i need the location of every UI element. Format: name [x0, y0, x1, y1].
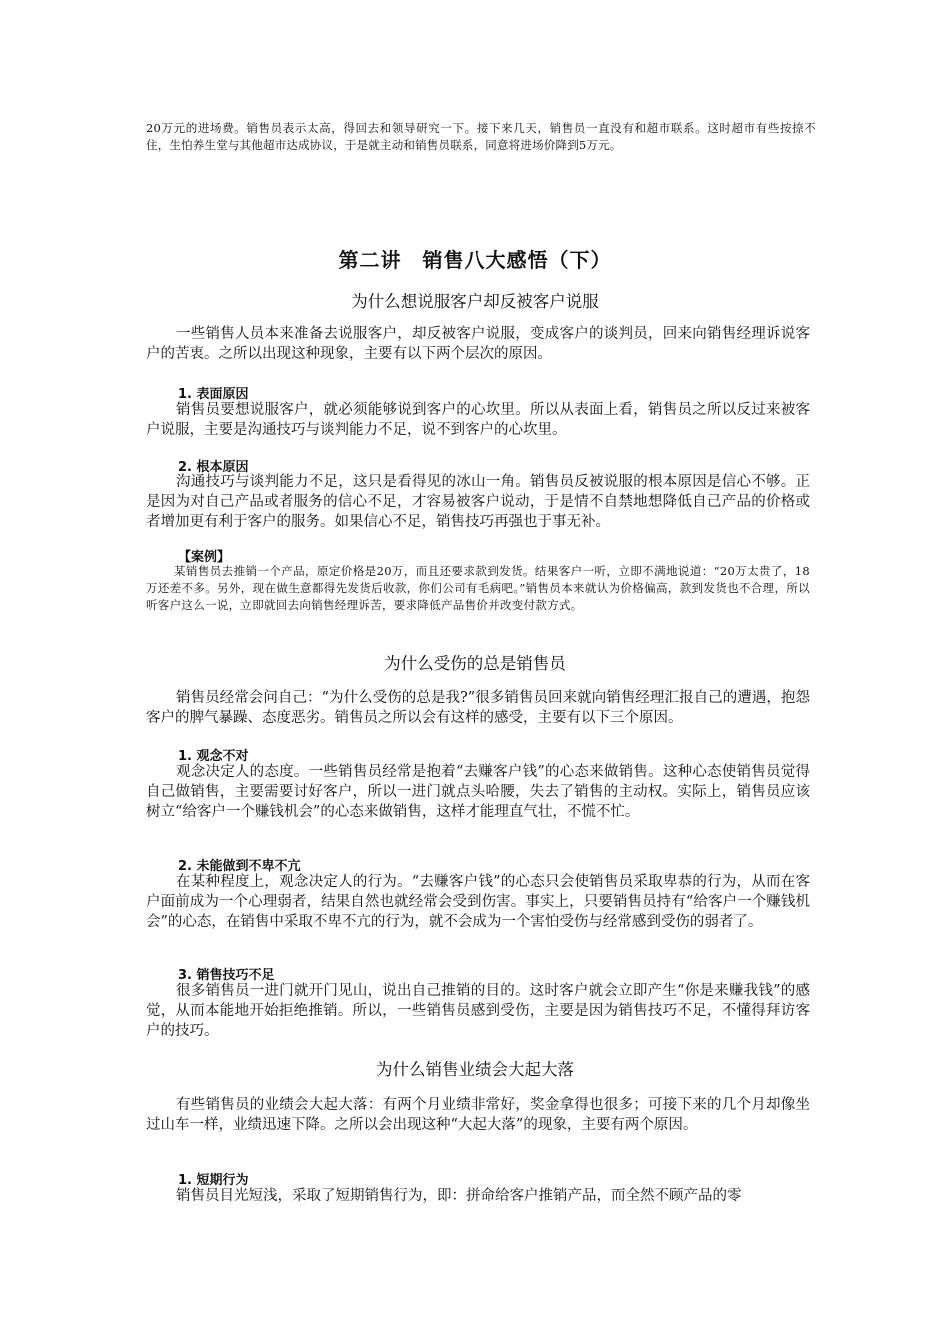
subsection-text: 销售员目光短浅，采取了短期销售行为，即：拼命给客户推销产品，而全然不顾产品的零: [176, 1188, 742, 1204]
subheading: 2. 未能做到不卑不亢: [178, 859, 301, 874]
subsection-text: 很多销售员一进门就开门见山，说出自己推销的目的。这时客户就会立即产生“你是来赚我钱”的感觉，从而本能地开始拒绝推销。所以，一些销售员感到受伤，主要是因为销售技巧不足，不懂得拜访客户的技巧。: [146, 983, 810, 1039]
section-intro: [146, 688, 810, 728]
section-intro: [146, 324, 810, 364]
subsection-text: 观念决定人的态度。一些销售员经常是抱着“去赚客户钱”的心态来做销售。这种心态使销售员觉得自己做销售，主要需要讨好客户，所以一进门就点头哈腰，失去了销售的主动权。实际上，销售员应该树立“给客户一个赚钱机会”的心态来做销售，这样才能理直气壮，不慌不忙。: [146, 764, 810, 820]
subsection-paragraph: [146, 1186, 810, 1206]
subsection-text: 销售员要想说服客户，就必须能够说到客户的心坎里。所以从表面上看，销售员之所以反过来被客户说服，主要是沟通技巧与谈判能力不足，说不到客户的心坎里。: [146, 402, 810, 438]
subsection-text: 沟通技巧与谈判能力不足，这只是看得见的冰山一角。销售员反被说服的根本原因是信心不够。正是因为对自己产品或者服务的信心不足，才容易被客户说动，于是情不自禁地想降低自己产品的价格或者增加更有利于客户的服务。如果信心不足，销售技巧再强也于事无补。: [146, 474, 810, 530]
case-label: 【案例】: [178, 550, 231, 565]
intro-paragraph: [146, 120, 816, 154]
subheading: 1. 表面原因: [178, 387, 249, 402]
subsection-paragraph: [146, 400, 810, 440]
subheading: 1. 观念不对: [178, 749, 249, 764]
case-paragraph: [146, 563, 810, 614]
subsection-paragraph: [146, 472, 810, 532]
subheading: 3. 销售技巧不足: [178, 968, 275, 983]
subsection-paragraph: [146, 981, 810, 1041]
subsection-paragraph: [146, 762, 810, 822]
section-intro-text: 有些销售员的业绩会大起大落：有两个月业绩非常好，奖金拿得也很多；可接下来的几个月却像坐过山车一样，业绩迅速下降。之所以会出现这种“大起大落”的现象，主要有两个原因。: [146, 1097, 810, 1133]
intro-text: 20万元的进场费。销售员表示太高，得回去和领导研究一下。接下来几天，销售员一直没有和超市联系。这时超市有些按捺不住，生怕养生堂与其他超市达成协议，于是就主动和销售员联系，同意将进场价降到5万元。: [146, 121, 816, 152]
subsection-text: 在某种程度上，观念决定人的行为。“去赚客户钱”的心态只会使销售员采取卑恭的行为，从而在客户面前成为一个心理弱者，结果自然也就经常会受到伤害。事实上，只要销售员持有“给客户一个赚钱机会”的心态，在销售中采取不卑不亢的行为，就不会成为一个害怕受伤与经常感到受伤的弱者了。: [146, 874, 810, 930]
section-intro-text: 一些销售人员本来准备去说服客户，却反被客户说服，变成客户的谈判员，回来向销售经理诉说客户的苦衷。之所以出现这种现象，主要有以下两个层次的原因。: [146, 326, 810, 362]
case-text: 某销售员去推销一个产品，原定价格是20万，而且还要求款到发货。结果客户一听，立即不满地说道：“20万太贵了，18万还差不多。另外，现在做生意都得先发货后收款，你们公司有毛病吧。”销售员本来就认为价格偏高，款到发货也不合理，所以听客户这么一说，立即就回去向销售经理诉苦，要求降低产品售价并改变付款方式。: [146, 564, 810, 612]
chapter-title: 第二讲 销售八大感悟（下）: [338, 248, 612, 272]
section-intro-text: 销售员经常会问自己：“为什么受伤的总是我?”很多销售员回来就向销售经理汇报自己的遭遇，抱怨客户的脾气暴躁、态度恶劣。销售员之所以会有这样的感受，主要有以下三个原因。: [146, 690, 810, 726]
section-intro: [146, 1095, 810, 1135]
subsection-paragraph: [146, 872, 810, 932]
section-title: 为什么销售业绩会大起大落: [376, 1060, 574, 1079]
section-title: 为什么想说服客户却反被客户说服: [351, 292, 599, 311]
subheading: 2. 根本原因: [178, 460, 249, 475]
subheading: 1. 短期行为: [178, 1173, 249, 1188]
section-title: 为什么受伤的总是销售员: [384, 654, 566, 673]
